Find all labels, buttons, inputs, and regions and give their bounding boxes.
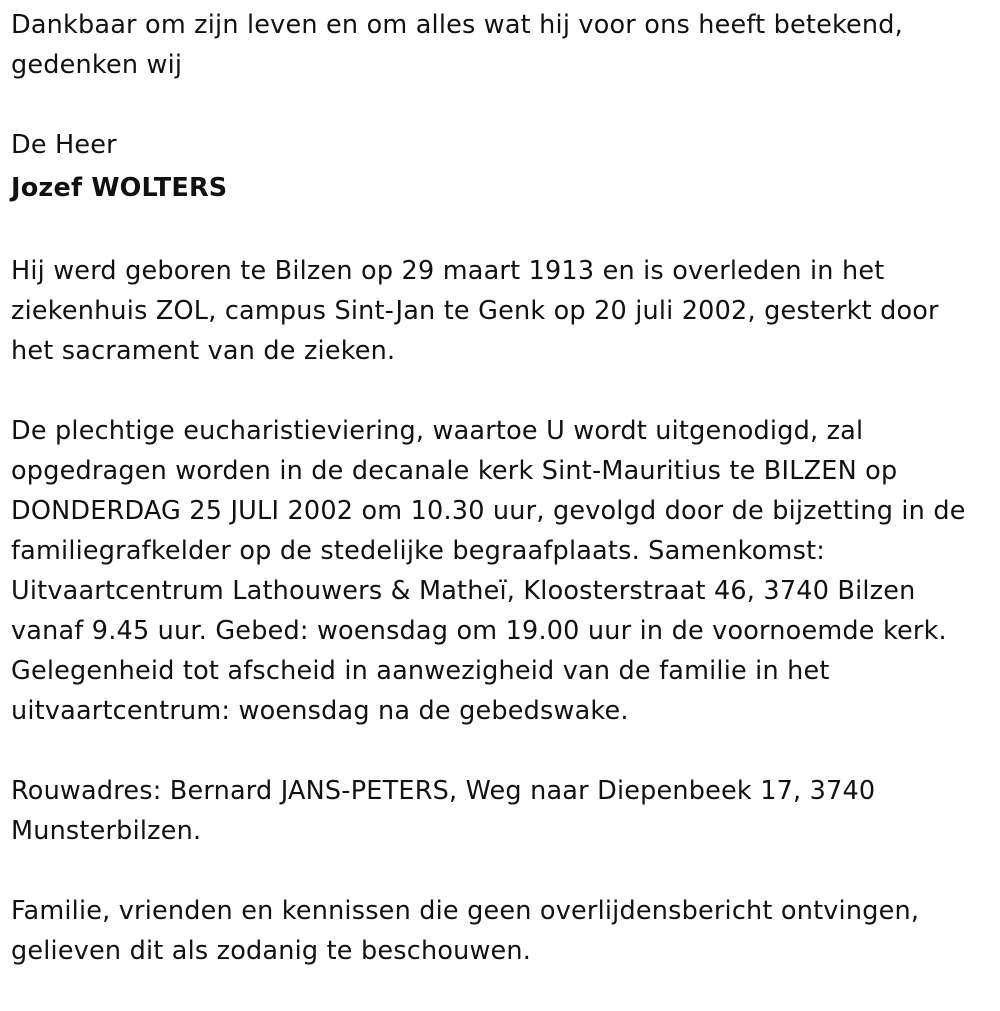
deceased-name: Jozef WOLTERS [11, 173, 228, 203]
honorific: De Heer [11, 130, 117, 160]
ceremony-paragraph: De plechtige eucharistieviering, waartoe U wordt uitgenodigd, zal opgedragen worden in de decanale kerk Sint-Mauritius te BILZEN op DONDERDAG 25 JULI 2002 om 10.30 uur, gevolgd door de bijzetting in de familiegrafkelder op de stedelijke begraafplaats. Samenkomst: Uitvaartcentrum Lathouwers & Matheï, Kloosterstraat 46, 3740 Bilzen vanaf 9.45 uur. Gebed: woensdag om 19.00 uur in de voornoemde kerk. Gelegenheid tot afscheid in aanwezigheid van de familie in het uitvaartcentrum: woensdag na de gebedswake. [11, 416, 966, 726]
closing-paragraph: Familie, vrienden en kennissen die geen overlijdensbericht ontvingen, gelieven dit als zodanig te beschouwen. [11, 896, 920, 966]
mourning-address: Rouwadres: Bernard JANS-PETERS, Weg naar Diepenbeek 17, 3740 Munsterbilzen. [11, 776, 876, 846]
birth-death-paragraph: Hij werd geboren te Bilzen op 29 maart 1913 en is overleden in het ziekenhuis ZOL, campus Sint-Jan te Genk op 20 juli 2002, gesterkt door het sacrament van de zieken. [11, 256, 939, 366]
intro-text: Dankbaar om zijn leven en om alles wat hij voor ons heeft betekend, gedenken wij [11, 10, 903, 80]
obituary-document [11, 5, 986, 1011]
